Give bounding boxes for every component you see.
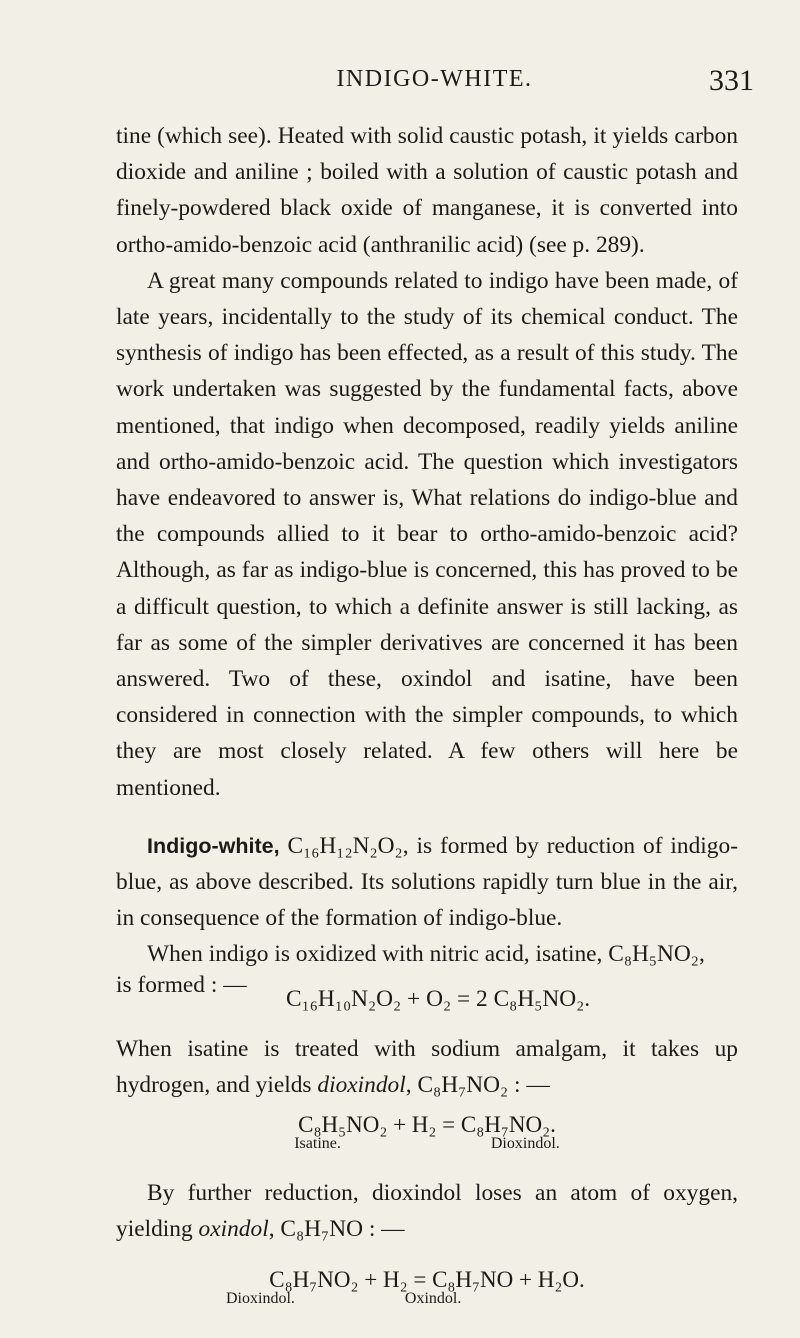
equation-oxindol-captions: [116, 1290, 738, 1308]
caption-dioxindol-2: Dioxindol.: [226, 1289, 295, 1307]
formula-indigo-white: C₁₆H₁₂N₂O₂: [287, 832, 403, 859]
paragraph-dioxindol-text: When isatine is treated with sodium amalgam, it takes up hydrogen, and yields: [116, 1035, 738, 1098]
paragraph-1: tine (which see). Heated with solid caustic potash, it yields carbon dioxide and aniline ; boiled with a solution of caustic potash and finely-powdered black oxide of manganese, it is converted into ortho-amido-benzoic acid (anthranilic acid) (see p. 289).: [116, 123, 738, 258]
page-number: 331: [709, 64, 754, 97]
formula-oxindol: , C₈H₇NO : —: [268, 1216, 405, 1243]
paragraph-indigo-white-text: , is formed by reduction of indigo-blue, as above described. Its solutions rapidly turn blue in the air, in consequence of the formation of indigo-blue.: [116, 832, 738, 932]
paragraph-isatine-cont: [116, 971, 738, 1012]
caption-isatine: Isatine.: [294, 1135, 341, 1153]
term-dioxindol: dioxindol: [317, 1071, 406, 1098]
paragraph-2: A great many compounds related to indigo have been made, of late years, incidentally to the study of its chemical conduct. The synthesis of indigo has been effected, as a result of this study. The work undertaken was suggested by the fundamental facts, above mentioned, that indigo when decomposed, readily yields aniline and ortho-amido-benzoic acid. The question which investigators have endeavored to answer is, What relations do indigo-blue and the compounds allied to it bear to ortho-amido-benzoic acid? Although, as far as indigo-blue is concerned, this has proved to be a difficult question, to which a definite answer is still lacking, as far as some of the simpler derivatives are concerned it has been answered. Two of these, oxindol and isatine, have been considered in connection with the simpler compounds, to which they are most closely related. A few others will here be mentioned.: [116, 267, 738, 801]
equation-isatine: C₁₆H₁₀N₂O₂ + O₂ = 2 C₈H₅NO₂.: [286, 985, 591, 1012]
formula-dioxindol: , C₈H₇NO₂ : —: [405, 1071, 550, 1098]
equation-dioxindol: C₈H₅NO₂ + H₂ = C₈H₇NO₂.: [298, 1112, 556, 1138]
paragraph-oxindol-text: By further reduction, dioxindol loses an atom of oxygen, yielding: [116, 1180, 738, 1243]
term-oxindol: oxindol: [198, 1216, 269, 1243]
equation-oxindol: C₈H₇NO₂ + H₂ = C₈H₇NO + H₂O.: [269, 1266, 585, 1292]
caption-oxindol: Oxindol.: [404, 1289, 462, 1307]
is-formed-text: is formed : —: [116, 971, 247, 998]
body-text: [116, 118, 738, 1308]
paragraph-indigo-white: [116, 828, 738, 937]
paragraph-isatine: When indigo is oxidized with nitric acid, isatine, C₈H₅NO₂,: [147, 941, 705, 968]
paragraph-dioxindol: [116, 1031, 738, 1103]
page-header: [115, 66, 754, 106]
paragraph-oxindol: [116, 1175, 738, 1247]
term-indigo-white: Indigo-white,: [147, 833, 280, 858]
caption-dioxindol: Dioxindol.: [490, 1135, 560, 1153]
running-title: INDIGO-WHITE.: [336, 66, 533, 92]
